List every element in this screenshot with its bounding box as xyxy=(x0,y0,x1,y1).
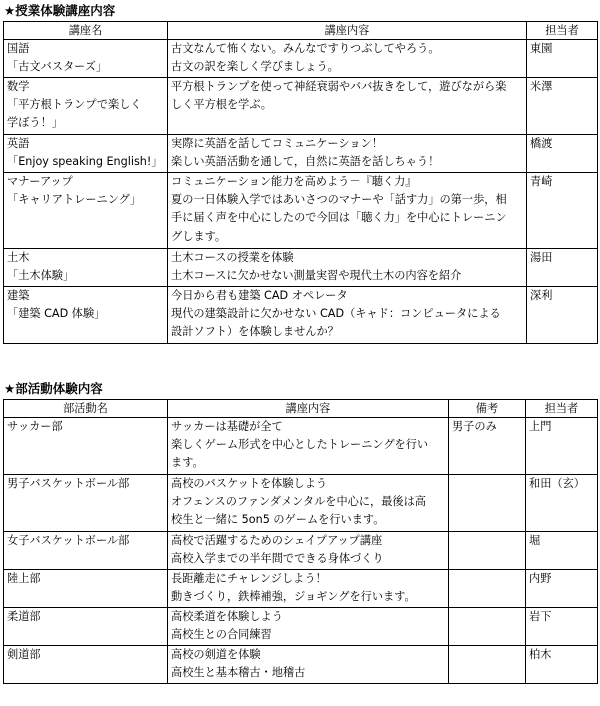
club-name-cell xyxy=(4,646,168,684)
course-name-line: 「平方根トランプで楽しく xyxy=(7,98,142,112)
course-name-line: 「Enjoy speaking English!」 xyxy=(7,155,163,169)
club-content-cell xyxy=(168,532,449,570)
header-teacher: 担当者 xyxy=(527,22,598,40)
club-content-line: サッカーは基礎が全て xyxy=(171,420,283,433)
course-content-line: 夏の一日体験入学ではあいさつのマナーや「話す力」の第一歩，相 xyxy=(171,193,507,207)
teacher-cell xyxy=(527,40,598,78)
table-row xyxy=(4,249,598,287)
course-content-line: 今日から君も建築 CAD オペレータ xyxy=(171,289,348,302)
course-content-cell xyxy=(168,78,527,135)
teacher-name: 和田（玄） xyxy=(529,477,585,490)
course-content-cell xyxy=(168,40,527,78)
course-content-line: 古文なんて怖くない。みんなですりつぶしてやろう。 xyxy=(171,42,440,55)
club-content-line: 動きづくり，鉄棒補強，ジョギングを行います。 xyxy=(171,590,416,604)
table-row xyxy=(4,78,598,135)
course-name-line: 国語 xyxy=(7,42,30,55)
teacher-name: 橋渡 xyxy=(530,137,553,150)
course-content-line: 手に届く声を中心にしたので今回は「聴く力」を中心にトレーニン xyxy=(171,211,507,225)
course-content-cell xyxy=(168,135,527,173)
course-name-line: 建築 xyxy=(7,289,30,302)
course-content-line: 土木コースの授業を体験 xyxy=(171,251,294,264)
club-content-line: 高校入学までの半年間でできる身体づくり xyxy=(171,552,384,566)
course-name-line: 学ぼう！」 xyxy=(7,116,63,130)
header-course-content: 講座内容 xyxy=(168,22,527,40)
table-header-row xyxy=(4,400,598,418)
table-row xyxy=(4,418,598,475)
table-row xyxy=(4,608,598,646)
teacher-name: 柏木 xyxy=(529,648,552,661)
teacher-name: 東園 xyxy=(530,42,553,55)
note-cell xyxy=(449,570,526,608)
club-content-line: 高校の剣道を体験 xyxy=(171,648,261,661)
table-header-row xyxy=(4,22,598,40)
header-club-name: 部活動名 xyxy=(4,400,168,418)
teacher-cell xyxy=(526,570,598,608)
club-name: 男子バスケットボール部 xyxy=(7,477,130,490)
course-content-line: しく平方根を学ぶ。 xyxy=(171,98,272,112)
note-cell xyxy=(449,646,526,684)
course-name-cell xyxy=(4,173,168,249)
club-content-cell xyxy=(168,570,449,608)
teacher-cell xyxy=(527,173,598,249)
club-content-line: オフェンスのファンダメンタルを中心に，最後は高 xyxy=(171,495,426,509)
club-name-cell xyxy=(4,570,168,608)
course-content-line: 平方根トランプを使って神経衰弱やババ抜きをして，遊びながら楽 xyxy=(171,80,507,93)
teacher-cell xyxy=(527,78,598,135)
club-name-cell xyxy=(4,475,168,532)
course-content-line: 土木コースに欠かせない測量実習や現代土木の内容を紹介 xyxy=(171,269,462,283)
table-row xyxy=(4,287,598,344)
class-course-table xyxy=(3,21,598,344)
club-name-cell xyxy=(4,418,168,475)
course-content-line: 実際に英語を話してコミュニケーション！ xyxy=(171,137,383,150)
course-name-line: 「土木体験」 xyxy=(7,269,75,283)
header-teacher: 担当者 xyxy=(526,400,598,418)
teacher-name: 米澤 xyxy=(530,80,553,93)
course-name-line: マナーアップ xyxy=(7,175,73,188)
club-activity-table xyxy=(3,399,598,684)
teacher-cell xyxy=(527,287,598,344)
club-content-line: 楽しくゲーム形式を中心としたトレーニングを行い xyxy=(171,438,429,452)
table-row xyxy=(4,475,598,532)
teacher-cell xyxy=(527,249,598,287)
course-name-line: 土木 xyxy=(7,251,30,264)
table-row xyxy=(4,173,598,249)
club-content-line: 高校生との合同練習 xyxy=(171,628,272,642)
section1-title: ★授業体験講座内容 xyxy=(4,3,116,18)
note-cell xyxy=(449,608,526,646)
course-content-line: グします。 xyxy=(171,229,227,243)
club-content-line: ます。 xyxy=(171,456,204,470)
teacher-name: 青崎 xyxy=(530,175,553,188)
table-row xyxy=(4,532,598,570)
course-content-line: 設計ソフト）を体験しませんか？ xyxy=(171,325,339,339)
table-row xyxy=(4,135,598,173)
course-name-cell xyxy=(4,40,168,78)
table-row xyxy=(4,570,598,608)
club-content-line: 校生と一緒に 5on5 のゲームを行います。 xyxy=(171,513,385,527)
club-content-line: 長距離走にチャレンジしよう！ xyxy=(171,572,327,585)
club-name: サッカー部 xyxy=(7,420,63,433)
course-content-line: 楽しい英語活動を通して，自然に英語を話しちゃう！ xyxy=(171,155,440,169)
club-name: 女子バスケットボール部 xyxy=(7,534,130,547)
club-name: 剣道部 xyxy=(7,648,41,661)
teacher-name: 湯田 xyxy=(530,251,553,264)
course-name-cell xyxy=(4,287,168,344)
teacher-cell xyxy=(526,646,598,684)
note-cell xyxy=(449,475,526,532)
club-name: 柔道部 xyxy=(7,610,41,623)
club-content-cell xyxy=(168,475,449,532)
note-text: 男子のみ xyxy=(452,420,497,433)
header-note: 備考 xyxy=(449,400,526,418)
course-content-line: 現代の建築設計に欠かせない CAD（キャド：コンピュータによる xyxy=(171,307,501,321)
club-content-line: 高校のバスケットを体験しよう xyxy=(171,477,328,490)
header-course-name: 講座名 xyxy=(4,22,168,40)
course-content-line: コミュニケーション能力を高めよう－『聴く力』 xyxy=(171,175,417,188)
teacher-name: 岩下 xyxy=(529,610,552,623)
course-content-cell xyxy=(168,287,527,344)
teacher-name: 内野 xyxy=(529,572,552,585)
course-name-cell xyxy=(4,78,168,135)
section2-title: ★部活動体験内容 xyxy=(4,381,103,396)
club-name: 陸上部 xyxy=(7,572,41,585)
course-content-cell xyxy=(168,249,527,287)
course-name-line: 英語 xyxy=(7,137,30,150)
club-content-cell xyxy=(168,646,449,684)
club-name-cell xyxy=(4,608,168,646)
teacher-cell xyxy=(527,135,598,173)
teacher-name: 堀 xyxy=(529,534,541,547)
club-content-line: 高校で活躍するためのシェイプアップ講座 xyxy=(171,534,383,547)
course-name-cell xyxy=(4,249,168,287)
course-name-cell xyxy=(4,135,168,173)
club-content-line: 高校生と基本稽古・地稽古 xyxy=(171,666,306,680)
header-club-content: 講座内容 xyxy=(168,400,449,418)
course-content-cell xyxy=(168,173,527,249)
teacher-cell xyxy=(526,532,598,570)
course-name-line: 「キャリアトレーニング」 xyxy=(7,193,142,207)
note-cell xyxy=(449,418,526,475)
teacher-name: 上門 xyxy=(529,420,552,433)
table-row xyxy=(4,40,598,78)
teacher-cell xyxy=(526,475,598,532)
club-content-cell xyxy=(168,608,449,646)
course-name-line: 「建築 CAD 体験」 xyxy=(7,307,106,321)
note-cell xyxy=(449,532,526,570)
course-name-line: 数学 xyxy=(7,80,30,93)
teacher-name: 深利 xyxy=(530,289,553,302)
course-content-line: 古文の訳を楽しく学びましょう。 xyxy=(171,60,339,74)
table-row xyxy=(4,646,598,684)
teacher-cell xyxy=(526,608,598,646)
club-content-line: 高校柔道を体験しよう xyxy=(171,610,283,623)
club-name-cell xyxy=(4,532,168,570)
club-content-cell xyxy=(168,418,449,475)
teacher-cell xyxy=(526,418,598,475)
course-name-line: 「古文バスターズ」 xyxy=(7,60,108,74)
